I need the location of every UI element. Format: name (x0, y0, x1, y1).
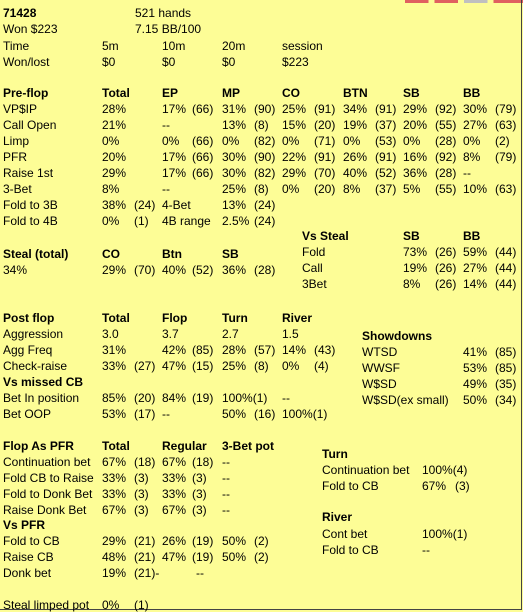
stat-bb: 27% (463, 118, 488, 132)
missed-cb-turn-count: (16) (254, 407, 276, 421)
stat-mp-count: (8) (254, 182, 269, 196)
vs-pfr-regular-count: (19) (192, 534, 214, 548)
stat-total: 28% (102, 102, 127, 116)
time-5m: 5m (102, 39, 119, 53)
four-bet-label: 4-Bet (162, 198, 191, 212)
vs-steal-sb: 73% (403, 245, 428, 259)
postflop-label: Agg Freq (3, 343, 53, 357)
pfr-label: Continuation bet (3, 455, 91, 469)
showdown-value: 41% (463, 345, 488, 359)
missed-cb-turn: 100%(1) (222, 391, 268, 405)
stat-ep: 0% (162, 134, 180, 148)
stat-ep: -- (162, 118, 170, 132)
postflop-header-turn: Turn (222, 311, 248, 325)
vs-pfr-regular: 26% (162, 534, 187, 548)
steal-co-count: (70) (134, 263, 156, 277)
stat-mp: 30% (222, 150, 247, 164)
stat-bb: 10% (463, 182, 488, 196)
pfr-3bet: -- (222, 503, 230, 517)
pfr-total: 33% (102, 487, 127, 501)
vs-pfr-total: 19% (102, 566, 127, 580)
wonlost-10m: $0 (162, 55, 176, 69)
postflop-turn-count: (57) (254, 343, 276, 357)
preflop-title: Pre-flop (3, 86, 49, 100)
vs-pfr-label: Raise CB (3, 550, 54, 564)
stat-bb-count: (79) (495, 102, 517, 116)
stat-co: 0% (282, 134, 300, 148)
vs-steal-sb-count: (26) (435, 277, 457, 291)
vs-pfr-title: Vs PFR (3, 518, 46, 532)
stat-btn-count: (53) (375, 134, 397, 148)
postflop-label: Aggression (3, 327, 64, 341)
four-bet-value: 13% (222, 198, 247, 212)
steal-limped-value: 0% (102, 598, 120, 612)
missed-cb-river: -- (282, 391, 290, 405)
showdowns-title: Showdowns (362, 329, 432, 343)
time-10m: 10m (162, 39, 186, 53)
postflop-turn: 25% (222, 359, 247, 373)
postflop-total: 33% (102, 359, 127, 373)
stat-label: PFR (3, 150, 27, 164)
fold-to-4b-label: Fold to 4B (3, 214, 58, 228)
stat-label: Limp (3, 134, 30, 148)
postflop-turn: 2.7 (222, 327, 239, 341)
hands-count: 521 hands (135, 6, 192, 20)
pfr-total-count: (3) (134, 471, 149, 485)
vs-steal-label: 3Bet (302, 277, 327, 291)
stat-sb: 36% (403, 166, 428, 180)
four-bet-range-label: 4B range (162, 214, 211, 228)
preflop-header-sb: SB (403, 86, 420, 100)
vs-steal-label: Fold (302, 245, 326, 259)
vs-steal-header-bb: BB (463, 229, 481, 243)
stat-sb-count: (92) (435, 102, 457, 116)
river-fold-cb-value: -- (422, 543, 430, 557)
pfr-regular: 33% (162, 487, 187, 501)
postflop-turn-count: (8) (254, 359, 269, 373)
postflop-river: 14% (282, 343, 307, 357)
stat-total: 8% (102, 182, 120, 196)
stat-mp: 30% (222, 166, 247, 180)
pfr-label: Fold to Donk Bet (3, 487, 93, 501)
pfr-total: 67% (102, 455, 127, 469)
steal-header-sb: SB (222, 247, 239, 261)
stat-bb-count: (79) (495, 150, 517, 164)
vs-pfr-total: 29% (102, 534, 127, 548)
vs-pfr-total-count: (21) (134, 550, 156, 564)
vs-steal-header-sb: SB (403, 229, 420, 243)
vs-steal-title: Vs Steal (302, 229, 349, 243)
postflop-river: 1.5 (282, 327, 299, 341)
missed-cb-flop: -- (162, 407, 170, 421)
vs-pfr-total-count: (21)- (134, 566, 160, 580)
stat-btn: 19% (343, 118, 368, 132)
pfr-regular-count: (3) (192, 471, 207, 485)
postflop-flop-count: (15) (192, 359, 214, 373)
vs-missed-cb-title: Vs missed CB (3, 375, 84, 389)
stat-ep-count: (66) (192, 134, 214, 148)
postflop-river-count: (43) (314, 343, 336, 357)
stat-sb: 16% (403, 150, 428, 164)
fold-to-4b-value: 0% (102, 214, 120, 228)
flop-pfr-title: Flop As PFR (3, 439, 74, 453)
vs-pfr-3bet-count: (2) (254, 534, 269, 548)
four-bet-range-value: 2.5% (222, 214, 250, 228)
river-cbet-label: Cont bet (322, 527, 368, 541)
pfr-regular: 67% (162, 503, 187, 517)
showdown-label: W$SD (362, 377, 397, 391)
stat-bb-count: (63) (495, 182, 517, 196)
vs-steal-sb-count: (26) (435, 245, 457, 259)
stat-ep: 17% (162, 166, 187, 180)
fold-to-3b-value: 38% (102, 198, 127, 212)
showdown-label: WWSF (362, 361, 400, 375)
flop-pfr-header-total: Total (102, 439, 130, 453)
postflop-river-count: (4) (314, 359, 329, 373)
vs-steal-sb: 8% (403, 277, 421, 291)
vs-steal-bb: 27% (463, 261, 488, 275)
steal-header-btn: Btn (162, 247, 182, 261)
stat-sb-count: (28) (435, 134, 457, 148)
vs-pfr-3bet: 50% (222, 534, 247, 548)
steal-total-value: 34% (3, 263, 28, 277)
stat-co-count: (20) (314, 182, 336, 196)
stat-co: 0% (282, 182, 300, 196)
stat-sb-count: (55) (435, 182, 457, 196)
stat-btn-count: (52) (375, 166, 397, 180)
postflop-flop: 42% (162, 343, 187, 357)
pfr-total: 67% (102, 503, 127, 517)
stat-btn: 0% (343, 134, 361, 148)
stat-label: Call Open (3, 118, 57, 132)
showdown-label: WTSD (362, 345, 398, 359)
postflop-river: 0% (282, 359, 300, 373)
fold-to-4b-count: (1) (134, 214, 149, 228)
pfr-regular: 67% (162, 455, 187, 469)
stat-ep-count: (66) (192, 150, 214, 164)
stat-bb-count: (2) (495, 134, 510, 148)
turn-cbet-label: Continuation bet (322, 463, 410, 477)
time-label: Time (3, 39, 30, 53)
pfr-total-count: (18) (134, 455, 156, 469)
pfr-regular: 33% (162, 471, 187, 485)
stat-co-count: (91) (314, 102, 336, 116)
missed-cb-total: 85% (102, 391, 127, 405)
vs-pfr-total-count: (21) (134, 534, 156, 548)
window-controls-strip (405, 0, 523, 3)
missed-cb-turn: 50% (222, 407, 247, 421)
preflop-header-bb: BB (463, 86, 481, 100)
stat-label: 3-Bet (3, 182, 32, 196)
time-session: session (282, 39, 323, 53)
missed-cb-total-count: (17) (134, 407, 156, 421)
four-bet-range-count: (24) (254, 214, 276, 228)
turn-title: Turn (322, 447, 348, 461)
steal-btn-value: 40% (162, 263, 187, 277)
stat-mp-count: (8) (254, 118, 269, 132)
showdown-count: (35) (495, 377, 517, 391)
wonlost-session: $223 (282, 55, 309, 69)
wonlost-20m: $0 (222, 55, 236, 69)
fold-to-3b-count: (24) (134, 198, 156, 212)
steal-header-co: CO (102, 247, 120, 261)
postflop-total: 31% (102, 343, 127, 357)
showdown-count: (34) (495, 393, 517, 407)
steal-btn-count: (52) (192, 263, 214, 277)
showdown-value: 49% (463, 377, 488, 391)
postflop-title: Post flop (3, 311, 55, 325)
river-fold-cb-label: Fold to CB (322, 543, 379, 557)
pfr-3bet: -- (222, 471, 230, 485)
vs-pfr-label: Donk bet (3, 566, 52, 580)
stat-ep: -- (162, 182, 170, 196)
stat-total: 29% (102, 166, 127, 180)
stat-mp-count: (90) (254, 102, 276, 116)
preflop-header-btn: BTN (343, 86, 368, 100)
stat-bb: 0% (463, 134, 481, 148)
stat-mp: 0% (222, 134, 240, 148)
postflop-turn: 28% (222, 343, 247, 357)
stat-btn: 34% (343, 102, 368, 116)
wonlost-5m: $0 (102, 55, 116, 69)
missed-cb-label: Bet OOP (3, 407, 52, 421)
stat-mp-count: (90) (254, 150, 276, 164)
flop-pfr-header-3bet: 3-Bet pot (222, 439, 274, 453)
showdown-label: W$SD(ex small) (362, 393, 449, 407)
vs-pfr-regular: -- (196, 566, 204, 580)
missed-cb-flop-count: (19) (192, 391, 214, 405)
bb-rate: 7.15 BB/100 (135, 22, 202, 36)
preflop-header-mp: MP (222, 86, 240, 100)
vs-steal-bb-count: (44) (495, 277, 517, 291)
stat-co: 15% (282, 118, 307, 132)
stat-mp-count: (82) (254, 166, 276, 180)
stat-sb: 0% (403, 134, 421, 148)
stat-bb: -- (463, 166, 471, 180)
turn-fold-cb-count: (3) (455, 479, 470, 493)
stat-sb-count: (28) (435, 166, 457, 180)
vs-steal-bb-count: (44) (495, 261, 517, 275)
postflop-total-count: (27) (134, 359, 156, 373)
four-bet-count: (24) (254, 198, 276, 212)
stat-total: 21% (102, 118, 127, 132)
river-cbet-value: 100%(1) (422, 527, 468, 541)
stat-ep: 17% (162, 102, 187, 116)
stat-co: 22% (282, 150, 307, 164)
stat-co: 25% (282, 102, 307, 116)
vs-steal-bb: 14% (463, 277, 488, 291)
vs-pfr-regular-count: (19) (192, 550, 214, 564)
stat-btn-count: (91) (375, 150, 397, 164)
missed-cb-total: 53% (102, 407, 127, 421)
stat-btn: 26% (343, 150, 368, 164)
stat-total: 20% (102, 150, 127, 164)
postflop-total: 3.0 (102, 327, 119, 341)
steal-limped-count: (1) (134, 598, 149, 612)
showdown-count: (85) (495, 345, 517, 359)
stat-total: 0% (102, 134, 120, 148)
stat-sb: 29% (403, 102, 428, 116)
postflop-header-total: Total (102, 311, 130, 325)
pfr-regular-count: (3) (192, 503, 207, 517)
showdown-value: 53% (463, 361, 488, 375)
stat-sb: 20% (403, 118, 428, 132)
stat-mp-count: (82) (254, 134, 276, 148)
vs-steal-bb: 59% (463, 245, 488, 259)
vs-steal-label: Call (302, 261, 323, 275)
showdown-count: (85) (495, 361, 517, 375)
preflop-header-co: CO (282, 86, 300, 100)
stat-ep-count: (66) (192, 102, 214, 116)
steal-co-value: 29% (102, 263, 127, 277)
stat-ep-count: (66) (192, 166, 214, 180)
stat-btn: 40% (343, 166, 368, 180)
preflop-header-ep: EP (162, 86, 179, 100)
missed-cb-river: 100%(1) (282, 407, 328, 421)
pfr-total-count: (3) (134, 487, 149, 501)
missed-cb-flop: 84% (162, 391, 187, 405)
stat-mp: 31% (222, 102, 247, 116)
stat-sb: 5% (403, 182, 421, 196)
stat-btn: 8% (343, 182, 361, 196)
pfr-label: Raise Donk Bet (3, 503, 87, 517)
stat-co-count: (91) (314, 150, 336, 164)
postflop-label: Check-raise (3, 359, 68, 373)
flop-pfr-header-regular: Regular (162, 439, 207, 453)
vs-pfr-regular: 47% (162, 550, 187, 564)
stat-bb-count: (63) (495, 118, 517, 132)
pfr-total: 33% (102, 471, 127, 485)
time-20m: 20m (222, 39, 246, 53)
showdown-value: 50% (463, 393, 488, 407)
pfr-regular-count: (3) (192, 487, 207, 501)
vs-pfr-3bet: 50% (222, 550, 247, 564)
postflop-header-flop: Flop (162, 311, 188, 325)
missed-cb-label: Bet In position (3, 391, 80, 405)
steal-title: Steal (total) (3, 247, 69, 261)
stat-co-count: (20) (314, 118, 336, 132)
stat-label: VP$IP (3, 102, 38, 116)
preflop-header-total: Total (102, 86, 130, 100)
pfr-total-count: (3) (134, 503, 149, 517)
postflop-flop-count: (85) (192, 343, 214, 357)
vs-steal-sb-count: (26) (435, 261, 457, 275)
stat-btn-count: (37) (375, 118, 397, 132)
stat-sb-count: (55) (435, 118, 457, 132)
turn-fold-cb-value: 67% (422, 479, 447, 493)
vs-steal-bb-count: (44) (495, 245, 517, 259)
vs-steal-sb: 19% (403, 261, 428, 275)
stat-sb-count: (92) (435, 150, 457, 164)
pfr-3bet: -- (222, 455, 230, 469)
pfr-3bet: -- (222, 487, 230, 501)
player-id: 71428 (3, 6, 37, 20)
postflop-flop: 3.7 (162, 327, 179, 341)
stat-mp: 13% (222, 118, 247, 132)
pfr-regular-count: (18) (192, 455, 214, 469)
steal-sb-count: (28) (254, 263, 276, 277)
won-amount: Won $223 (3, 22, 58, 36)
stat-btn-count: (37) (375, 182, 397, 196)
vs-pfr-total: 48% (102, 550, 127, 564)
wonlost-label: Won/lost (3, 55, 50, 69)
stat-co-count: (71) (314, 134, 336, 148)
steal-limped-label: Steal limped pot (3, 598, 90, 612)
stat-co-count: (70) (314, 166, 336, 180)
turn-fold-cb-label: Fold to CB (322, 479, 379, 493)
missed-cb-total-count: (20) (134, 391, 156, 405)
river-title: River (322, 510, 353, 524)
postflop-header-river: River (282, 311, 313, 325)
stat-ep: 17% (162, 150, 187, 164)
stat-btn-count: (91) (375, 102, 397, 116)
stat-bb: 8% (463, 150, 481, 164)
stat-mp: 25% (222, 182, 247, 196)
turn-cbet-value: 100%(4) (422, 463, 468, 477)
stat-bb: 30% (463, 102, 488, 116)
postflop-flop: 47% (162, 359, 187, 373)
fold-to-3b-label: Fold to 3B (3, 198, 58, 212)
vs-pfr-3bet-count: (2) (254, 550, 269, 564)
stat-label: Raise 1st (3, 166, 54, 180)
stat-co: 29% (282, 166, 307, 180)
vs-pfr-label: Fold to CB (3, 534, 60, 548)
pfr-label: Fold CB to Raise (3, 471, 94, 485)
steal-sb-value: 36% (222, 263, 247, 277)
